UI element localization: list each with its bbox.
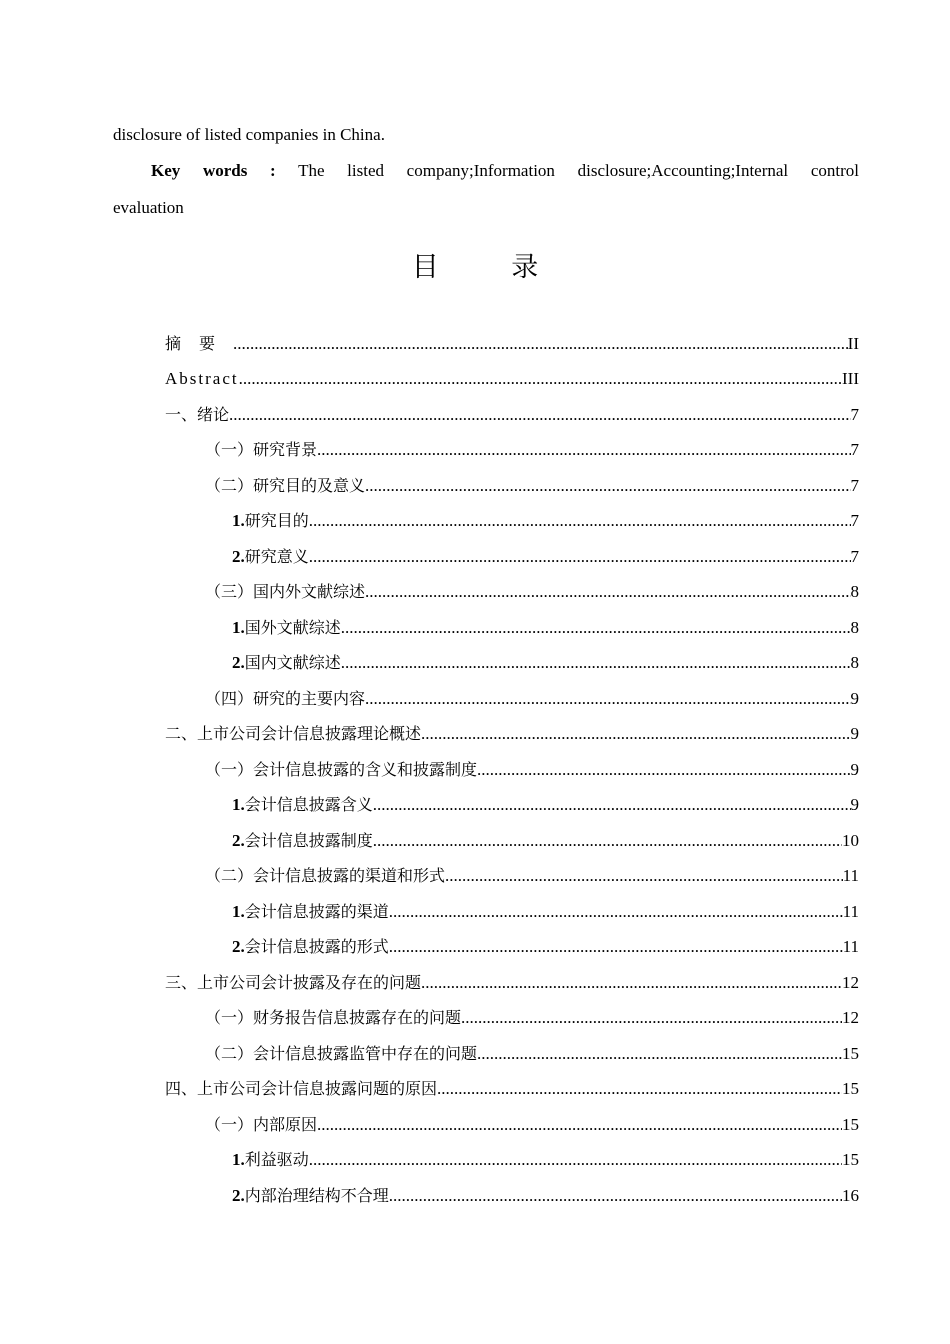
toc-entry[interactable] xyxy=(205,1042,859,1066)
toc-entry-number: 2. xyxy=(232,1186,245,1205)
toc-page-number: 15 xyxy=(842,1115,859,1134)
toc-page-number: 7 xyxy=(850,511,859,530)
toc-leader xyxy=(341,616,851,640)
toc-entry[interactable] xyxy=(205,438,859,462)
toc-entry[interactable] xyxy=(232,793,859,817)
toc-entry[interactable] xyxy=(205,580,859,604)
toc-entry-text: 四、上市公司会计信息披露问题的原因 xyxy=(165,1079,438,1098)
toc-entry-text: 国外文献综述 xyxy=(244,618,341,637)
toc-leader xyxy=(365,474,850,498)
toc-entry-text: （三）国内外文献综述 xyxy=(205,582,366,601)
toc-page-number: 8 xyxy=(850,618,859,637)
toc-entry[interactable] xyxy=(205,1113,859,1137)
abstract-last-line: disclosure of listed companies in China. xyxy=(113,125,385,144)
toc-leader xyxy=(477,1042,842,1066)
toc-entry-text: （一）会计信息披露的含义和披露制度 xyxy=(205,760,478,779)
toc-entry[interactable] xyxy=(205,687,859,711)
toc-leader xyxy=(445,864,843,888)
keywords-continuation: evaluation xyxy=(113,198,184,217)
toc-entry-number: 1. xyxy=(232,795,245,814)
toc-entry-number: 2. xyxy=(232,937,245,956)
toc-leader xyxy=(341,651,851,675)
toc-page-number: 7 xyxy=(850,405,859,424)
toc-entry-number: 2. xyxy=(232,653,245,672)
toc-entry-text: 摘要 xyxy=(165,334,234,353)
toc-page-number: 7 xyxy=(850,440,859,459)
toc-page-number: 11 xyxy=(842,937,859,956)
toc-entry-text: 国内文献综述 xyxy=(244,653,341,672)
toc-entry[interactable] xyxy=(205,474,859,498)
toc-entry[interactable] xyxy=(165,722,859,746)
toc-entry[interactable] xyxy=(232,935,859,959)
toc-leader xyxy=(373,793,851,817)
toc-entry-text: （一）内部原因 xyxy=(205,1115,318,1134)
toc-entry[interactable] xyxy=(232,829,859,853)
toc-entry-text: 会计信息披露的形式 xyxy=(244,937,389,956)
toc-entry-text: （一）研究背景 xyxy=(205,440,318,459)
toc-entry-text: 研究意义 xyxy=(244,547,309,566)
toc-leader xyxy=(309,545,851,569)
toc-entry[interactable] xyxy=(232,545,859,569)
keywords-line xyxy=(113,161,859,181)
toc-entry-abstract-en[interactable] xyxy=(165,367,859,391)
toc-entry-text: 一、绪论 xyxy=(165,405,230,424)
toc-leader xyxy=(309,509,851,533)
toc-leader xyxy=(365,580,850,604)
toc-leader xyxy=(317,1113,842,1137)
toc-entry[interactable] xyxy=(165,403,859,427)
toc-entry-number: 1. xyxy=(232,618,245,637)
toc-leader xyxy=(461,1006,842,1030)
toc-page-number: 7 xyxy=(850,476,859,495)
toc-entry[interactable] xyxy=(205,758,859,782)
toc-leader xyxy=(373,829,842,853)
toc-entry-text: 会计信息披露含义 xyxy=(244,795,373,814)
keywords-text: The listed company;Information disclosure;Accounting;Internal control xyxy=(298,161,859,180)
toc-leader xyxy=(239,367,842,391)
toc-page-number: 16 xyxy=(842,1186,859,1205)
toc-leader xyxy=(309,1148,842,1172)
toc-entry-number: 1. xyxy=(232,902,245,921)
toc-page-number: 12 xyxy=(842,973,859,992)
toc-entry-text: 二、上市公司会计信息披露理论概述 xyxy=(165,724,422,743)
toc-page-number: 9 xyxy=(850,795,859,814)
toc-page-number: 15 xyxy=(842,1150,859,1169)
toc-entry[interactable] xyxy=(232,1184,859,1208)
toc-entry-text: 三、上市公司会计披露及存在的问题 xyxy=(165,973,422,992)
toc-entry-abstract-cn[interactable] xyxy=(165,332,859,356)
toc-entry[interactable] xyxy=(165,1077,859,1101)
toc-page-number: 8 xyxy=(850,653,859,672)
toc-leader xyxy=(437,1077,842,1101)
toc-leader xyxy=(229,403,850,427)
toc-entry-text: 会计信息披露制度 xyxy=(244,831,373,850)
toc-leader xyxy=(365,687,850,711)
toc-entry-number: 2. xyxy=(232,547,245,566)
toc-entry[interactable] xyxy=(232,900,859,924)
toc-page-number: 9 xyxy=(850,724,859,743)
toc-page-number: 15 xyxy=(842,1044,859,1063)
toc-page-number: III xyxy=(842,369,859,388)
toc-title: 目 录 xyxy=(411,252,571,283)
toc-page-number: 11 xyxy=(842,866,859,885)
toc-leader xyxy=(389,935,843,959)
toc-entry-text: （四）研究的主要内容 xyxy=(205,689,366,708)
toc-entry-text: （二）研究目的及意义 xyxy=(205,476,366,495)
toc-page-number: 9 xyxy=(850,689,859,708)
toc-entry[interactable] xyxy=(232,651,859,675)
toc-leader xyxy=(233,332,848,356)
keywords-label: Key words : xyxy=(151,161,276,180)
toc-entry[interactable] xyxy=(205,1006,859,1030)
toc-page-number: 9 xyxy=(850,760,859,779)
toc-entry-text: 会计信息披露的渠道 xyxy=(244,902,389,921)
toc-entry-number: 1. xyxy=(232,1150,245,1169)
toc-entry-number: 2. xyxy=(232,831,245,850)
toc-leader xyxy=(389,1184,842,1208)
toc-page-number: 7 xyxy=(850,547,859,566)
toc-entry-text: （二）会计信息披露监管中存在的问题 xyxy=(205,1044,478,1063)
toc-leader xyxy=(477,758,850,782)
toc-entry-text: Abstract xyxy=(165,369,239,388)
toc-page-number: 10 xyxy=(842,831,859,850)
toc-entry[interactable] xyxy=(205,864,859,888)
toc-page-number: 8 xyxy=(850,582,859,601)
toc-leader xyxy=(421,971,842,995)
toc-entry-text: （一）财务报告信息披露存在的问题 xyxy=(205,1008,462,1027)
toc-page-number: II xyxy=(847,334,859,353)
toc-entry[interactable] xyxy=(165,971,859,995)
toc-entry-text: 研究目的 xyxy=(244,511,309,530)
toc-entry-text: 内部治理结构不合理 xyxy=(244,1186,389,1205)
toc-entry-text: （二）会计信息披露的渠道和形式 xyxy=(205,866,446,885)
toc-page-number: 15 xyxy=(842,1079,859,1098)
toc-entry[interactable] xyxy=(232,509,859,533)
toc-entry-text: 利益驱动 xyxy=(244,1150,309,1169)
toc-entry-number: 1. xyxy=(232,511,245,530)
toc-leader xyxy=(317,438,850,462)
toc-leader xyxy=(389,900,843,924)
toc-page-number: 12 xyxy=(842,1008,859,1027)
toc-page-number: 11 xyxy=(842,902,859,921)
toc-leader xyxy=(421,722,850,746)
toc-entry[interactable] xyxy=(232,616,859,640)
toc-entry[interactable] xyxy=(232,1148,859,1172)
